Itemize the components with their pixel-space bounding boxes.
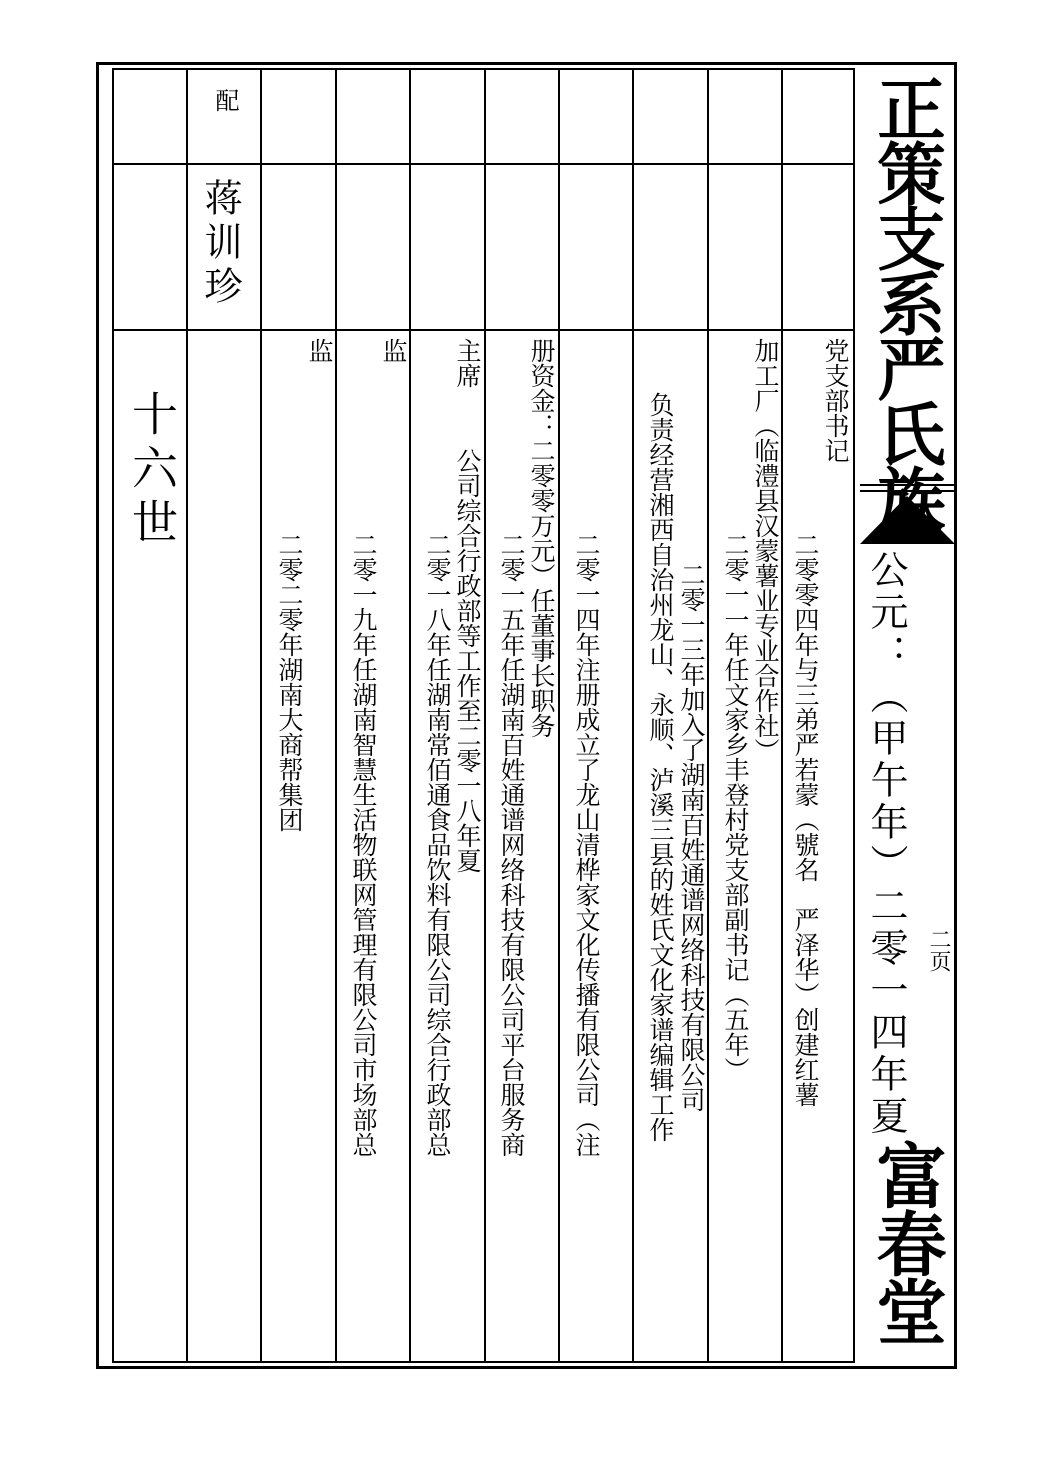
hall-name: 富春堂 xyxy=(865,1140,948,1344)
generation-label: 十六世 xyxy=(125,390,179,552)
column-top-text: 监 xyxy=(305,338,334,363)
column-body-text: 二零一三年加入了湖南百姓通谱网络科技有限公司 xyxy=(677,562,706,1112)
genealogy-title: 正策支系严氏族 xyxy=(866,74,946,529)
column-divider xyxy=(781,68,783,1363)
column-body-text: 二零一九年任湖南智慧生活物联网管理有限公司市场部总 xyxy=(349,532,378,1157)
column-top-text: 册资金：二零零万元）任董事长职务 xyxy=(527,338,556,738)
page-number: 二页 xyxy=(926,928,951,972)
column-body-text: 二零零四年与三弟严若蒙（號名 严泽华）创建红薯 xyxy=(791,532,820,1107)
column-top-text: 党支部书记 xyxy=(821,338,850,463)
spouse-label: 配 xyxy=(211,88,239,112)
column-divider xyxy=(186,68,188,1363)
column-divider xyxy=(558,68,560,1363)
column-top-text: 加工厂（临澧县汉蒙薯业专业合作社） xyxy=(751,338,780,763)
row-divider xyxy=(112,163,855,165)
column-top-text: 监 xyxy=(379,338,408,363)
column-divider xyxy=(484,68,486,1363)
column-body-text: 二零一八年任湖南常佰通食品饮料有限公司综合行政部总 xyxy=(423,532,452,1157)
date-line: 公元：（甲午年）二零一四年夏 xyxy=(864,550,908,1138)
column-divider xyxy=(260,68,262,1363)
spouse-name: 蒋训珍 xyxy=(198,178,242,310)
column-body-text: 二零一四年注册成立了龙山清桦家文化传播有限公司（注 xyxy=(572,532,601,1157)
column-body-text: 负责经营湘西自治州龙山、永顺、泸溪三县的姓氏文化家谱编辑工作 xyxy=(646,392,675,1142)
column-divider xyxy=(409,68,411,1363)
column-body-text: 公司综合行政部等工作至二零一八年夏 xyxy=(453,448,482,873)
column-body-text: 二零二零年湖南大商帮集团 xyxy=(275,532,304,832)
column-top-text: 主席 xyxy=(453,338,482,388)
column-divider xyxy=(335,68,337,1363)
row-divider xyxy=(112,329,855,331)
column-divider xyxy=(707,68,709,1363)
column-body-text: 二零一五年任湖南百姓通谱网络科技有限公司平台服务商 xyxy=(497,532,526,1157)
column-divider xyxy=(632,68,634,1363)
column-body-text: 二零一一年任文家乡丰登村党支部副书记（五年） xyxy=(721,532,750,1082)
